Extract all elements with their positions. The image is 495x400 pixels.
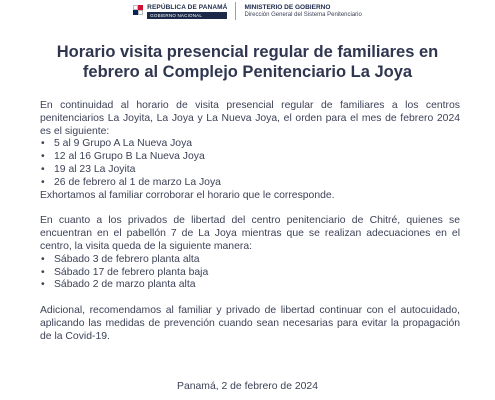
- title-line-2: febrero al Complejo Penitenciario La Joya: [82, 63, 413, 81]
- section1-closing: Exhortamos al familiar corroborar el horario que le corresponde.: [40, 189, 335, 201]
- republic-name: REPÚBLICA DE PANAMÁ: [147, 3, 228, 11]
- list-item: • Sábado 3 de febrero planta alta: [40, 254, 460, 267]
- document-title: [20, 42, 475, 82]
- panama-flag-icon: [133, 5, 143, 15]
- document-body: [40, 100, 460, 344]
- header-divider: [235, 2, 236, 20]
- list-item: • 12 al 16 Grupo B La Nueva Joya: [40, 151, 460, 164]
- ministry-subtitle: Dirección General del Sistema Penitenciario: [244, 12, 362, 18]
- document-date: Panamá, 2 de febrero de 2024: [177, 381, 318, 392]
- ministry-name: MINISTERIO DE GOBIERNO: [244, 4, 331, 11]
- section1-intro: En continuidad al horario de visita presencial regular de familiares a los centros penitenciarios La Joyita, La Joya y La Nueva Joya, el orden para el mes de febrero 2024 es el siguiente:: [40, 100, 460, 137]
- ministry-block: [244, 4, 361, 18]
- chitre-schedule-list: [40, 254, 460, 292]
- government-label: GOBIERNO NACIONAL: [147, 12, 227, 19]
- letterhead: [0, 0, 495, 28]
- list-item: • 5 al 9 Grupo A La Nueva Joya: [40, 138, 460, 151]
- list-item: • 26 de febrero al 1 de marzo La Joya: [40, 177, 460, 190]
- section2-intro: En cuanto a los privados de libertad del centro penitenciario de Chitré, quienes se encuentran en el pabellón 7 de La Joya mientras que se realizan adecuaciones en el centro, la visita queda de la siguiente manera:: [40, 215, 460, 252]
- title-line-1: Horario visita presencial regular de familiares en: [56, 43, 439, 61]
- section3-text: Adicional, recomendamos al familiar y privado de libertad continuar con el autocuidado, aplicando las medidas de prevención cuando sean necesarias para evitar la propagación de la Covid-19.: [40, 305, 460, 342]
- list-item: • Sábado 2 de marzo planta alta: [40, 279, 460, 292]
- list-item: • Sábado 17 de febrero planta baja: [40, 267, 460, 280]
- republic-block: [147, 4, 227, 19]
- list-item: • 19 al 23 La Joyita: [40, 164, 460, 177]
- visit-schedule-list: [40, 138, 460, 189]
